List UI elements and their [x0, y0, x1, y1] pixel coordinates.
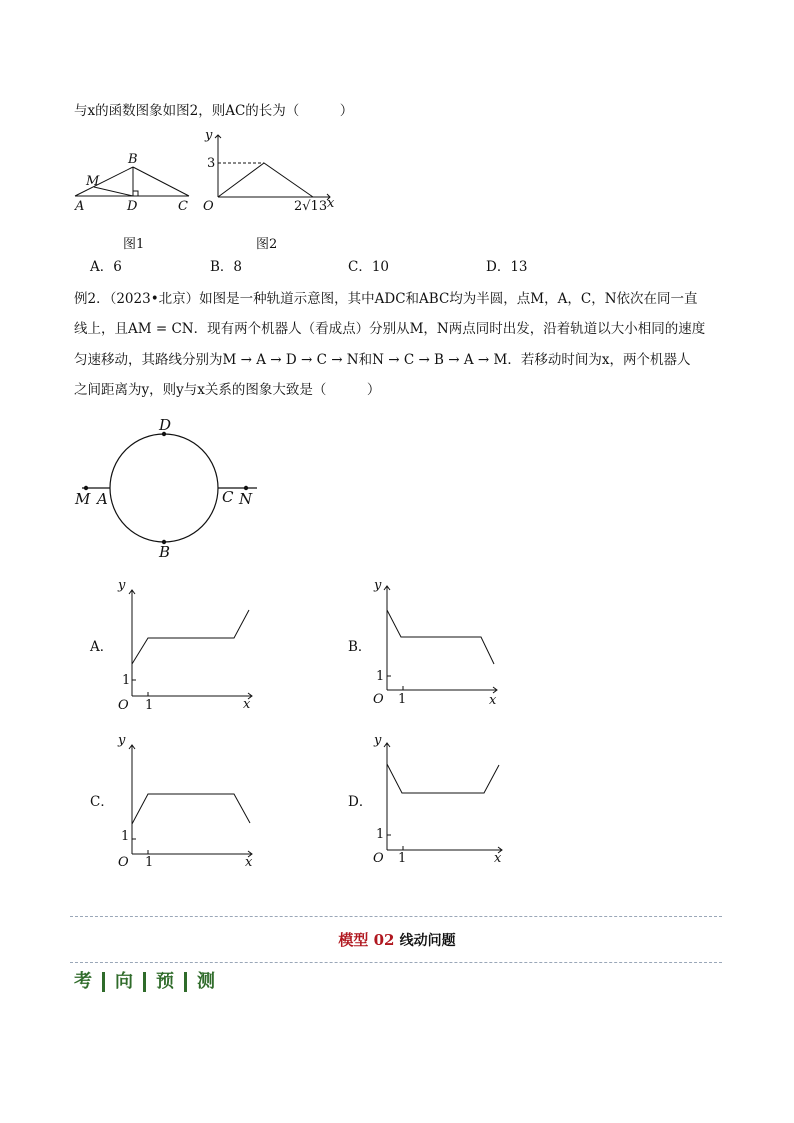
fig1-label-b: B — [128, 152, 138, 167]
choice-d-one-x: 1 — [398, 851, 407, 866]
fig1-label-m: M — [86, 174, 100, 189]
section-title — [0, 929, 794, 950]
choice-d-label[interactable]: D． — [348, 794, 373, 810]
choice-b-origin: O — [373, 692, 384, 707]
forecast-separator — [143, 972, 146, 992]
section-divider-top — [70, 916, 722, 917]
choice-a-one-x: 1 — [145, 698, 154, 713]
fig2-xend-label: 2√13 — [294, 199, 328, 214]
section-divider-bottom — [70, 962, 722, 963]
track-label-b: B — [159, 543, 171, 561]
choice-b-one-x: 1 — [398, 692, 407, 707]
choice-b-one-y: 1 — [376, 669, 385, 684]
choice-a-origin: O — [118, 698, 129, 713]
choice-d-origin: O — [373, 851, 384, 866]
forecast-char-4: 测 — [197, 971, 215, 992]
choice-a-x: x — [243, 697, 251, 712]
q1-option-b[interactable]: B．8 — [210, 259, 243, 275]
fig2-x-label: x — [327, 196, 335, 211]
section-model-num: 02 — [373, 931, 395, 949]
choice-d-x: x — [494, 851, 502, 866]
forecast-banner — [74, 967, 215, 993]
choice-c-label[interactable]: C． — [90, 794, 114, 810]
forecast-char-2: 向 — [115, 971, 133, 992]
fig1-caption: 图1 — [123, 237, 145, 252]
track-label-c: C — [222, 488, 234, 506]
choice-a-one-y: 1 — [122, 673, 131, 688]
q2-stem-line-1: 例2．（2023•北京）如图是一种轨道示意图，其中ADC和ABC均为半圆，点M，A，C，N依次在同一直 — [74, 291, 698, 307]
fig1-label-a: A — [75, 199, 85, 214]
choice-c-y: y — [118, 733, 126, 748]
fig2-y-label: y — [205, 128, 213, 143]
q2-stem-line-4: 之间距离为y，则y与x关系的图象大致是（ ） — [74, 382, 381, 398]
fig1-label-d: D — [127, 199, 138, 214]
q1-option-d[interactable]: D．13 — [486, 259, 528, 275]
fig2-peak-label: 3 — [207, 156, 216, 171]
choice-d-y: y — [374, 733, 382, 748]
q2-stem-line-3: 匀速移动，其路线分别为M → A → D → C → N和N → C → B → A → M．若移动时间为x，两个机器人 — [74, 352, 691, 368]
choice-b-y: y — [374, 578, 382, 593]
track-label-m: M — [75, 490, 91, 508]
choice-b-label[interactable]: B． — [348, 639, 372, 655]
choice-b-graph — [375, 578, 515, 708]
fig2-caption: 图2 — [256, 237, 278, 252]
choice-d-one-y: 1 — [376, 827, 385, 842]
choice-c-x: x — [245, 855, 253, 870]
choice-a-label[interactable]: A． — [90, 639, 114, 655]
forecast-char-3: 预 — [156, 971, 174, 992]
section-model-prefix: 模型 — [338, 931, 369, 949]
q1-stem: 与x的函数图象如图2，则AC的长为（ ） — [74, 103, 354, 119]
choice-b-x: x — [489, 693, 497, 708]
choice-d-graph — [375, 735, 515, 865]
fig1-label-c: C — [178, 199, 188, 214]
track-label-n: N — [239, 490, 253, 508]
choice-c-one-y: 1 — [121, 829, 130, 844]
choice-c-origin: O — [118, 855, 129, 870]
choice-a-y: y — [118, 578, 126, 593]
track-label-a: A — [97, 490, 108, 508]
q2-stem-line-2: 线上，且AM = CN．现有两个机器人（看成点）分别从M，N两点同时出发，沿着轨道以大小相同的速度 — [74, 321, 706, 337]
forecast-separator — [184, 972, 187, 992]
section-model-title: 线动问题 — [399, 933, 456, 949]
forecast-char-1: 考 — [74, 971, 92, 992]
q1-option-a[interactable]: A．6 — [90, 259, 122, 275]
choice-c-one-x: 1 — [145, 855, 154, 870]
forecast-separator — [102, 972, 105, 992]
choice-a-graph — [120, 580, 260, 710]
q1-option-c[interactable]: C．10 — [348, 259, 390, 275]
choice-c-graph — [120, 735, 260, 865]
track-label-d: D — [159, 416, 172, 434]
fig2-origin-label: O — [203, 199, 214, 214]
